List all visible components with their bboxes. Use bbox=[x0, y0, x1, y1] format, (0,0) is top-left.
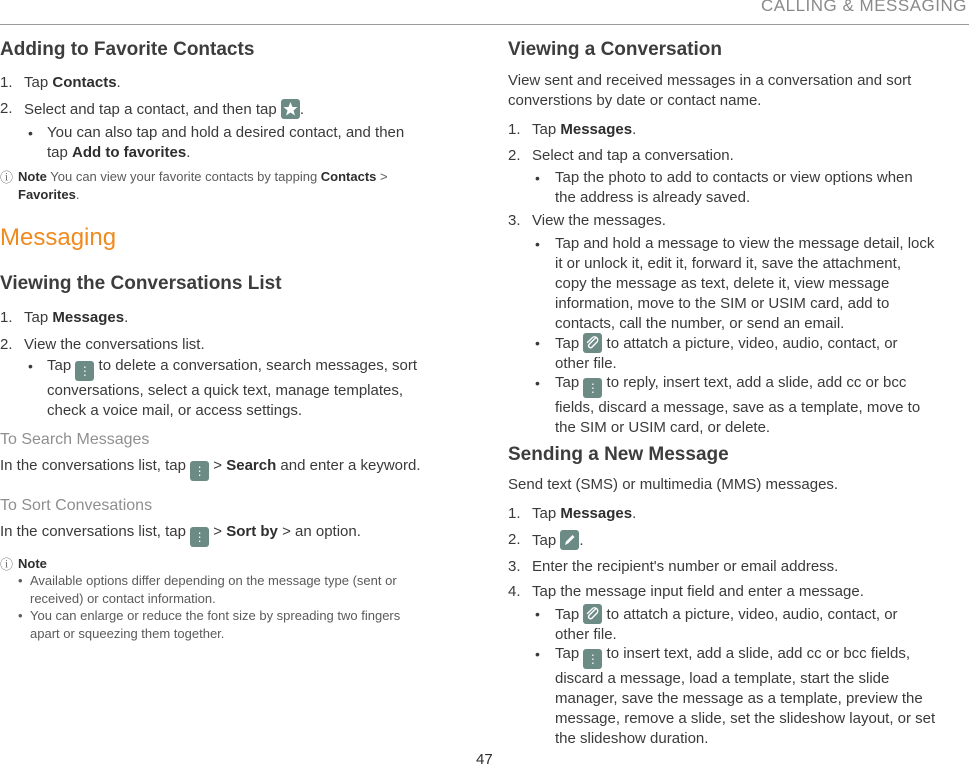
pencil-icon bbox=[560, 530, 579, 550]
note-text: Note You can view your favorite contacts by tapping Contacts > Favorites. bbox=[18, 169, 388, 202]
note-label: Note bbox=[18, 556, 47, 571]
step-text: Select and tap a conversation. bbox=[532, 147, 734, 164]
note-item: You can enlarge or reduce the font size by spreading two fingers apart or squeezing them together. bbox=[30, 608, 401, 641]
menu-icon: ⋮ bbox=[583, 649, 602, 669]
search-instruction: In the conversations list, tap ⋮ > Search and enter a keyword. bbox=[0, 456, 421, 481]
step-number: 2. bbox=[0, 100, 13, 117]
paperclip-icon bbox=[583, 604, 602, 624]
note-item: Available options differ depending on the message type (sent or received) or contact information. bbox=[30, 573, 397, 606]
info-icon: ⓘ bbox=[0, 170, 14, 185]
step-number: 1. bbox=[508, 505, 521, 522]
menu-icon: ⋮ bbox=[190, 527, 209, 547]
menu-icon: ⋮ bbox=[583, 378, 602, 398]
menu-icon: ⋮ bbox=[75, 361, 94, 381]
bullet-marker: • bbox=[535, 646, 540, 662]
section-title-favorites: Adding to Favorite Contacts bbox=[0, 39, 255, 60]
bullet-text: You can also tap and hold a desired contact, and then tap Add to favorites. bbox=[47, 124, 405, 161]
messaging-heading: Messaging bbox=[0, 224, 117, 251]
star-icon bbox=[281, 99, 300, 119]
step-text: View the messages. bbox=[532, 212, 666, 229]
bullet-text: Tap ⋮ to insert text, add a slide, add cc or bcc fields, discard a message, load a template, start the slide manager, save the message as a template, preview the message, remove a slide, set the slideshow layout, or set the slideshow duration. bbox=[555, 645, 936, 747]
sending-intro: Send text (SMS) or multimedia (MMS) messages. bbox=[508, 476, 839, 493]
bullet-text: Tap ⋮ to reply, insert text, add a slide, add cc or bcc fields, discard a message, save as a template, move to the SIM or USIM card, or delete. bbox=[555, 374, 921, 436]
step-number: 2. bbox=[0, 336, 13, 353]
section-title-sending: Sending a New Message bbox=[508, 444, 729, 465]
viewing-intro: View sent and received messages in a conversation and sort converstions by date or contact name. bbox=[508, 72, 912, 109]
step-number: 2. bbox=[508, 531, 521, 548]
bullet-text: Tap to attatch a picture, video, audio, contact, or other file. bbox=[555, 606, 898, 643]
step-number: 1. bbox=[0, 74, 13, 91]
subsection-title-sort: To Sort Convesations bbox=[0, 497, 153, 514]
step-text: Tap Messages. bbox=[532, 121, 637, 138]
page-number: 47 bbox=[476, 751, 493, 768]
menu-icon: ⋮ bbox=[190, 461, 209, 481]
step-text: Tap Contacts. bbox=[24, 74, 121, 91]
bullet-marker: • bbox=[18, 573, 23, 588]
bullet-text: Tap the photo to add to contacts or view options when the address is already saved. bbox=[555, 169, 913, 206]
bullet-marker: • bbox=[28, 125, 33, 141]
bullet-text: Tap and hold a message to view the message detail, lock it or unlock it, edit it, forward it, save the attachment, copy the message as text, delete it, view message information, move to the SIM or USIM card, add to contacts, call the number, or send an email. bbox=[555, 235, 935, 332]
bullet-marker: • bbox=[18, 608, 23, 623]
step-text: Select and tap a contact, and then tap . bbox=[24, 101, 305, 118]
step-text: Tap . bbox=[532, 532, 584, 549]
bullet-marker: • bbox=[28, 358, 33, 374]
step-text: Enter the recipient's number or email address. bbox=[532, 558, 839, 575]
bullet-text: Tap to attatch a picture, video, audio, contact, or other file. bbox=[555, 335, 898, 372]
bullet-marker: • bbox=[535, 375, 540, 391]
bullet-text: Tap ⋮ to delete a conversation, search messages, sort conversations, select a quick text, manage templates, check a voice mail, or access settings. bbox=[47, 357, 418, 419]
sort-instruction: In the conversations list, tap ⋮ > Sort by > an option. bbox=[0, 522, 361, 547]
bullet-marker: • bbox=[535, 170, 540, 186]
step-text: Tap Messages. bbox=[532, 505, 637, 522]
chapter-title: CALLING & MESSAGING bbox=[761, 0, 967, 15]
step-number: 4. bbox=[508, 583, 521, 600]
step-number: 3. bbox=[508, 212, 521, 229]
step-number: 1. bbox=[0, 309, 13, 326]
step-number: 2. bbox=[508, 147, 521, 164]
step-number: 1. bbox=[508, 121, 521, 138]
section-title-viewing: Viewing a Conversation bbox=[508, 39, 722, 60]
bullet-marker: • bbox=[535, 236, 540, 252]
header-divider bbox=[0, 24, 969, 25]
step-text: View the conversations list. bbox=[24, 336, 205, 353]
subsection-title-search: To Search Messages bbox=[0, 431, 150, 448]
section-title-conversations-list: Viewing the Conversations List bbox=[0, 273, 282, 294]
bullet-marker: • bbox=[535, 335, 540, 351]
info-icon: ⓘ bbox=[0, 557, 14, 572]
step-number: 3. bbox=[508, 558, 521, 575]
bullet-marker: • bbox=[535, 606, 540, 622]
paperclip-icon bbox=[583, 333, 602, 353]
step-text: Tap Messages. bbox=[24, 309, 129, 326]
step-text: Tap the message input field and enter a message. bbox=[532, 583, 864, 600]
